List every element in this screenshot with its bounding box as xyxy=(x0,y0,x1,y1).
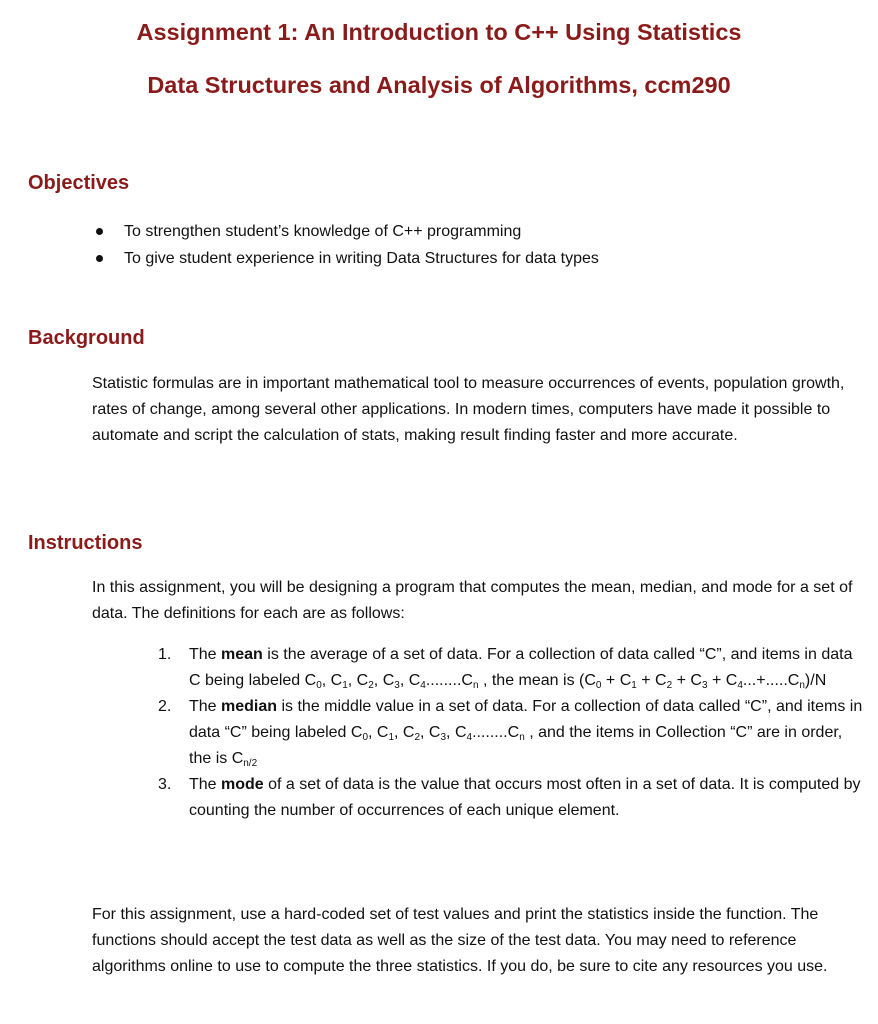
text: , C xyxy=(347,672,369,689)
text: , C xyxy=(373,672,395,689)
list-number: 3. xyxy=(158,776,172,793)
text: , C xyxy=(420,724,441,741)
text: , and the items in Collection “C” are in order, the is C xyxy=(189,724,843,767)
text: + C xyxy=(672,672,702,689)
text: , C xyxy=(368,724,389,741)
subscript: 1 xyxy=(631,680,637,691)
text: + C xyxy=(707,672,738,689)
definitions-list xyxy=(158,642,868,824)
subscript: 4 xyxy=(466,732,473,743)
subscript: 1 xyxy=(342,680,348,691)
subscript: 3 xyxy=(440,732,447,743)
subscript: 1 xyxy=(388,732,395,743)
subscript: 4 xyxy=(737,680,743,691)
background-paragraph: Statistic formulas are in important mathematical tool to measure occurrences of events, population growth, rates of change, among several other applications. In modern times, computers have made it possible to automate and script the calculation of stats, making result finding faster and more accurate. xyxy=(92,375,845,444)
subscript: n xyxy=(519,732,525,743)
subscript: n xyxy=(472,680,479,691)
text: , C xyxy=(321,672,343,689)
text: The xyxy=(189,698,222,715)
subscript: 0 xyxy=(362,732,368,743)
objectives-list xyxy=(92,218,599,272)
term-mode: mode xyxy=(221,776,264,793)
subscript: n xyxy=(799,680,805,691)
instructions-heading: Instructions xyxy=(28,532,143,554)
term-median: median xyxy=(221,698,278,715)
subscript: 3 xyxy=(394,680,400,691)
closing-paragraph: For this assignment, use a hard-coded set of test values and print the statistics inside the function. The functions should accept the test data as well as the size of the test data. You may need to reference algorithms online to use to compute the three statistics. If you do, be sure to cite any resources you use. xyxy=(92,906,828,975)
objectives-heading: Objectives xyxy=(28,172,130,194)
page-title: Assignment 1: An Introduction to C++ Using Statistics xyxy=(136,19,742,45)
text: , C xyxy=(394,724,415,741)
subscript: 2 xyxy=(414,732,421,743)
text: , C xyxy=(446,724,467,741)
subscript: 0 xyxy=(316,680,322,691)
list-number: 2. xyxy=(158,698,172,715)
list-item: To strengthen student’s knowledge of C++ programming xyxy=(92,218,599,245)
text: )/N xyxy=(804,672,827,689)
text: The xyxy=(189,776,222,793)
text: of a set of data is the value that occurs most often in a set of data. It is computed by counting the number of occurrences of each unique element. xyxy=(189,776,861,819)
subscript: 2 xyxy=(368,680,374,691)
subscript: n/2 xyxy=(243,758,258,769)
list-item-median xyxy=(158,694,868,772)
text: ........C xyxy=(472,724,520,741)
text: , C xyxy=(399,672,421,689)
text: is the middle value in a set of data. For a collection of data called “C”, and items in data “C” being labeled C xyxy=(189,698,863,741)
list-item: To give student experience in writing Data Structures for data types xyxy=(92,245,599,272)
subscript: 4 xyxy=(420,680,426,691)
text: + C xyxy=(636,672,667,689)
text: + C xyxy=(601,672,632,689)
text: The xyxy=(189,646,222,663)
list-item-mean xyxy=(158,642,868,694)
text: ...+.....C xyxy=(742,672,800,689)
text: , the mean is (C xyxy=(478,672,596,689)
instructions-intro: In this assignment, you will be designing a program that computes the mean, median, and mode for a set of data. The definitions for each are as follows: xyxy=(92,579,853,622)
subscript: 0 xyxy=(595,680,602,691)
subscript: 2 xyxy=(666,680,673,691)
term-mean: mean xyxy=(221,646,263,663)
course-subtitle: Data Structures and Analysis of Algorithms, ccm290 xyxy=(147,72,731,98)
text: is the average of a set of data. For a collection of data called “C”, and items in data C being labeled C xyxy=(189,646,853,689)
subscript: 3 xyxy=(701,680,708,691)
list-number: 1. xyxy=(158,646,172,663)
text: ........C xyxy=(425,672,473,689)
list-item-mode xyxy=(158,772,868,824)
background-heading: Background xyxy=(28,327,145,349)
